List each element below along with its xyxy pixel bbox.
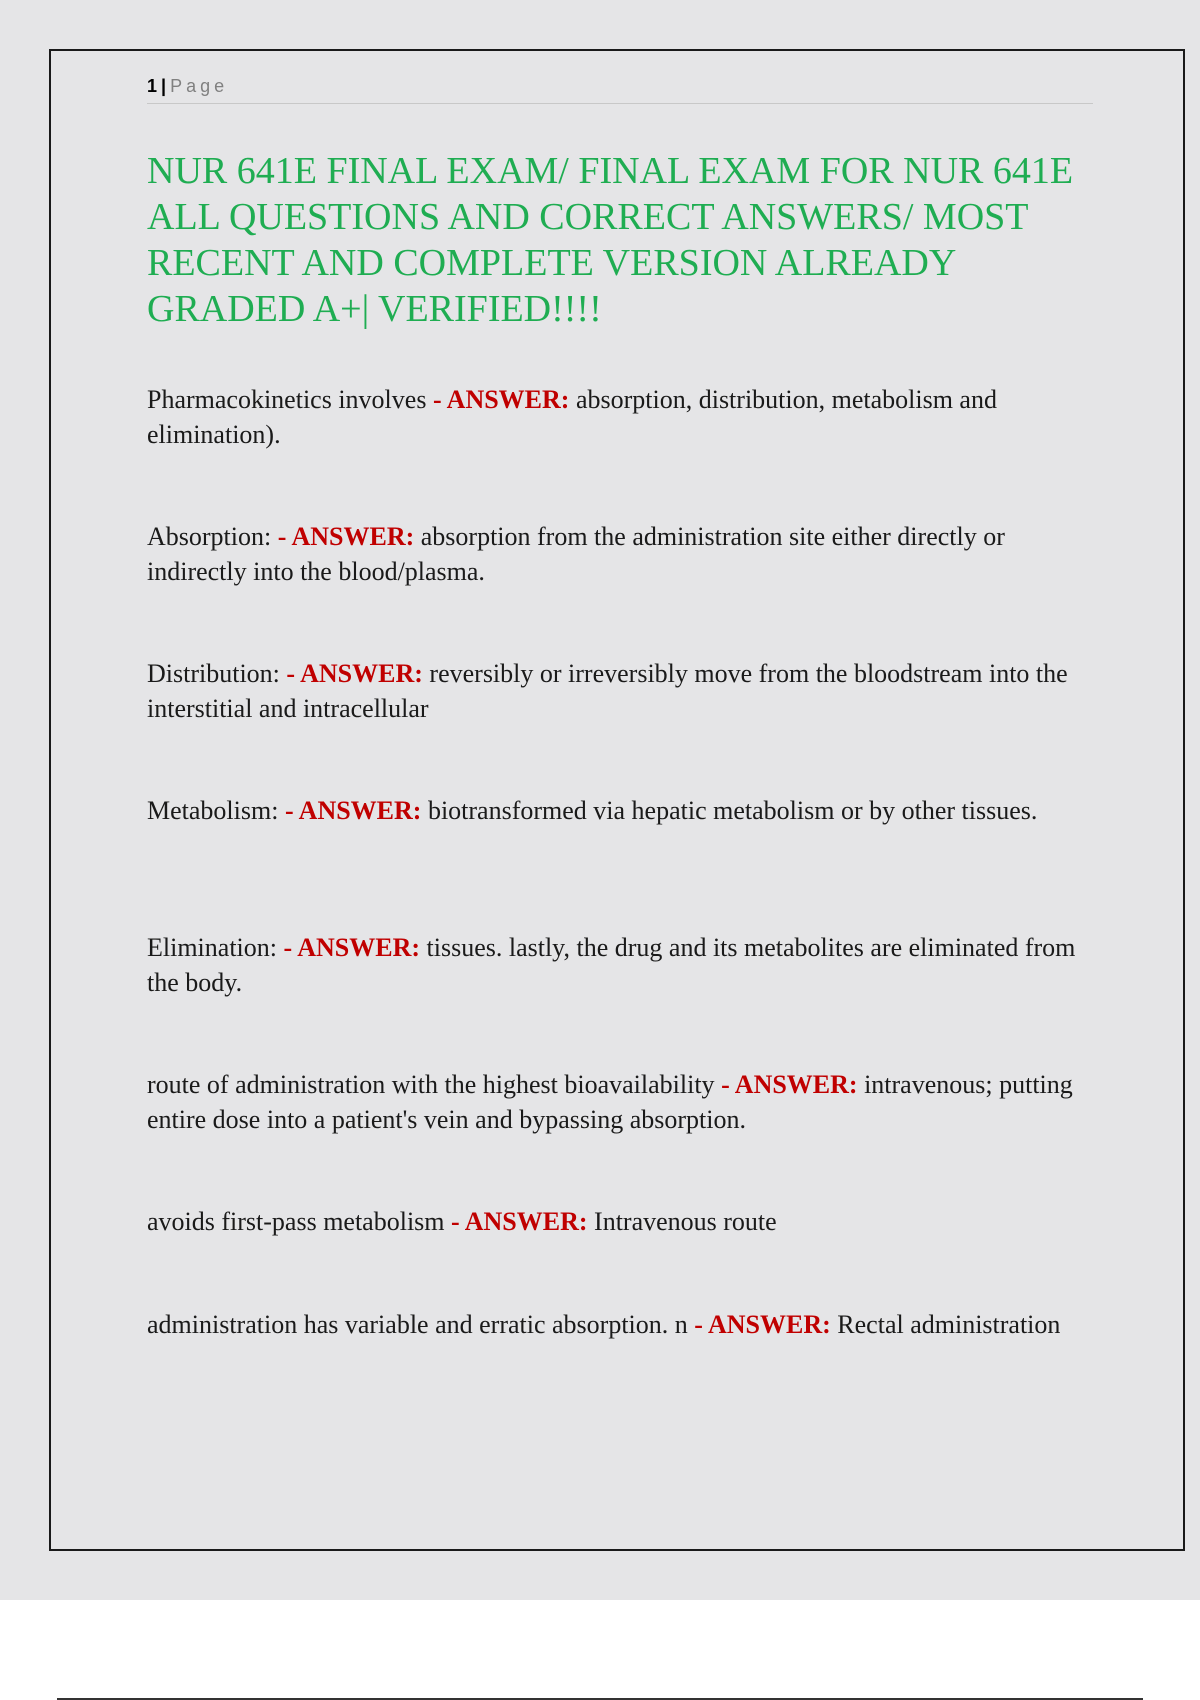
answer-text: absorption from the administration site either directly or indirectly into the blood/plasma.: [147, 522, 1005, 586]
answer-text: Rectal administration: [837, 1310, 1061, 1339]
answer-marker: - ANSWER:: [277, 522, 415, 551]
page-frame: [49, 49, 1185, 1551]
answer-marker: - ANSWER:: [432, 385, 570, 414]
qa-item: [147, 1307, 1107, 1342]
qa-item: [147, 519, 1107, 589]
answer-marker: - ANSWER:: [284, 796, 422, 825]
qa-item: [147, 1067, 1107, 1137]
answer-text: Intravenous route: [594, 1207, 777, 1236]
question-text: Absorption:: [147, 522, 272, 551]
question-text: administration has variable and erratic absorption. n: [147, 1310, 688, 1339]
page-label: Page: [170, 76, 229, 96]
question-text: route of administration with the highest bioavailability: [147, 1070, 715, 1099]
document-title: NUR 641E FINAL EXAM/ FINAL EXAM FOR NUR 641E ALL QUESTIONS AND CORRECT ANSWERS/ MOST RECENT AND COMPLETE VERSION ALREADY GRADED A+| VERIFIED!!!!: [147, 150, 1074, 330]
qa-item: [147, 930, 1107, 1000]
answer-text: reversibly or irreversibly move from the bloodstream into the interstitial and intracellular: [147, 659, 1068, 723]
qa-item: [147, 382, 1107, 452]
qa-item: [147, 656, 1107, 726]
page-number: 1: [147, 76, 158, 96]
question-text: Elimination:: [147, 933, 277, 962]
answer-marker: - ANSWER:: [286, 659, 423, 688]
answer-text: absorption, distribution, metabolism and elimination).: [147, 385, 997, 449]
question-text: Metabolism:: [147, 796, 279, 825]
answer-text: tissues. lastly, the drug and its metabolites are eliminated from the body.: [147, 933, 1076, 997]
answer-marker: - ANSWER:: [451, 1207, 588, 1236]
answer-marker: - ANSWER:: [721, 1070, 858, 1099]
page-separator: |: [161, 76, 167, 96]
page-header: [147, 73, 1093, 104]
question-text: Distribution:: [147, 659, 280, 688]
qa-item: [147, 793, 1107, 828]
answer-marker: - ANSWER:: [694, 1310, 831, 1339]
answer-text: biotransformed via hepatic metabolism or by other tissues.: [427, 796, 1038, 825]
qa-item: [147, 1204, 1107, 1239]
answer-marker: - ANSWER:: [283, 933, 421, 962]
question-text: Pharmacokinetics involves: [147, 385, 427, 414]
question-text: avoids first-pass metabolism: [147, 1207, 445, 1236]
answer-text: intravenous; putting entire dose into a patient's vein and bypassing absorption.: [147, 1070, 1073, 1134]
